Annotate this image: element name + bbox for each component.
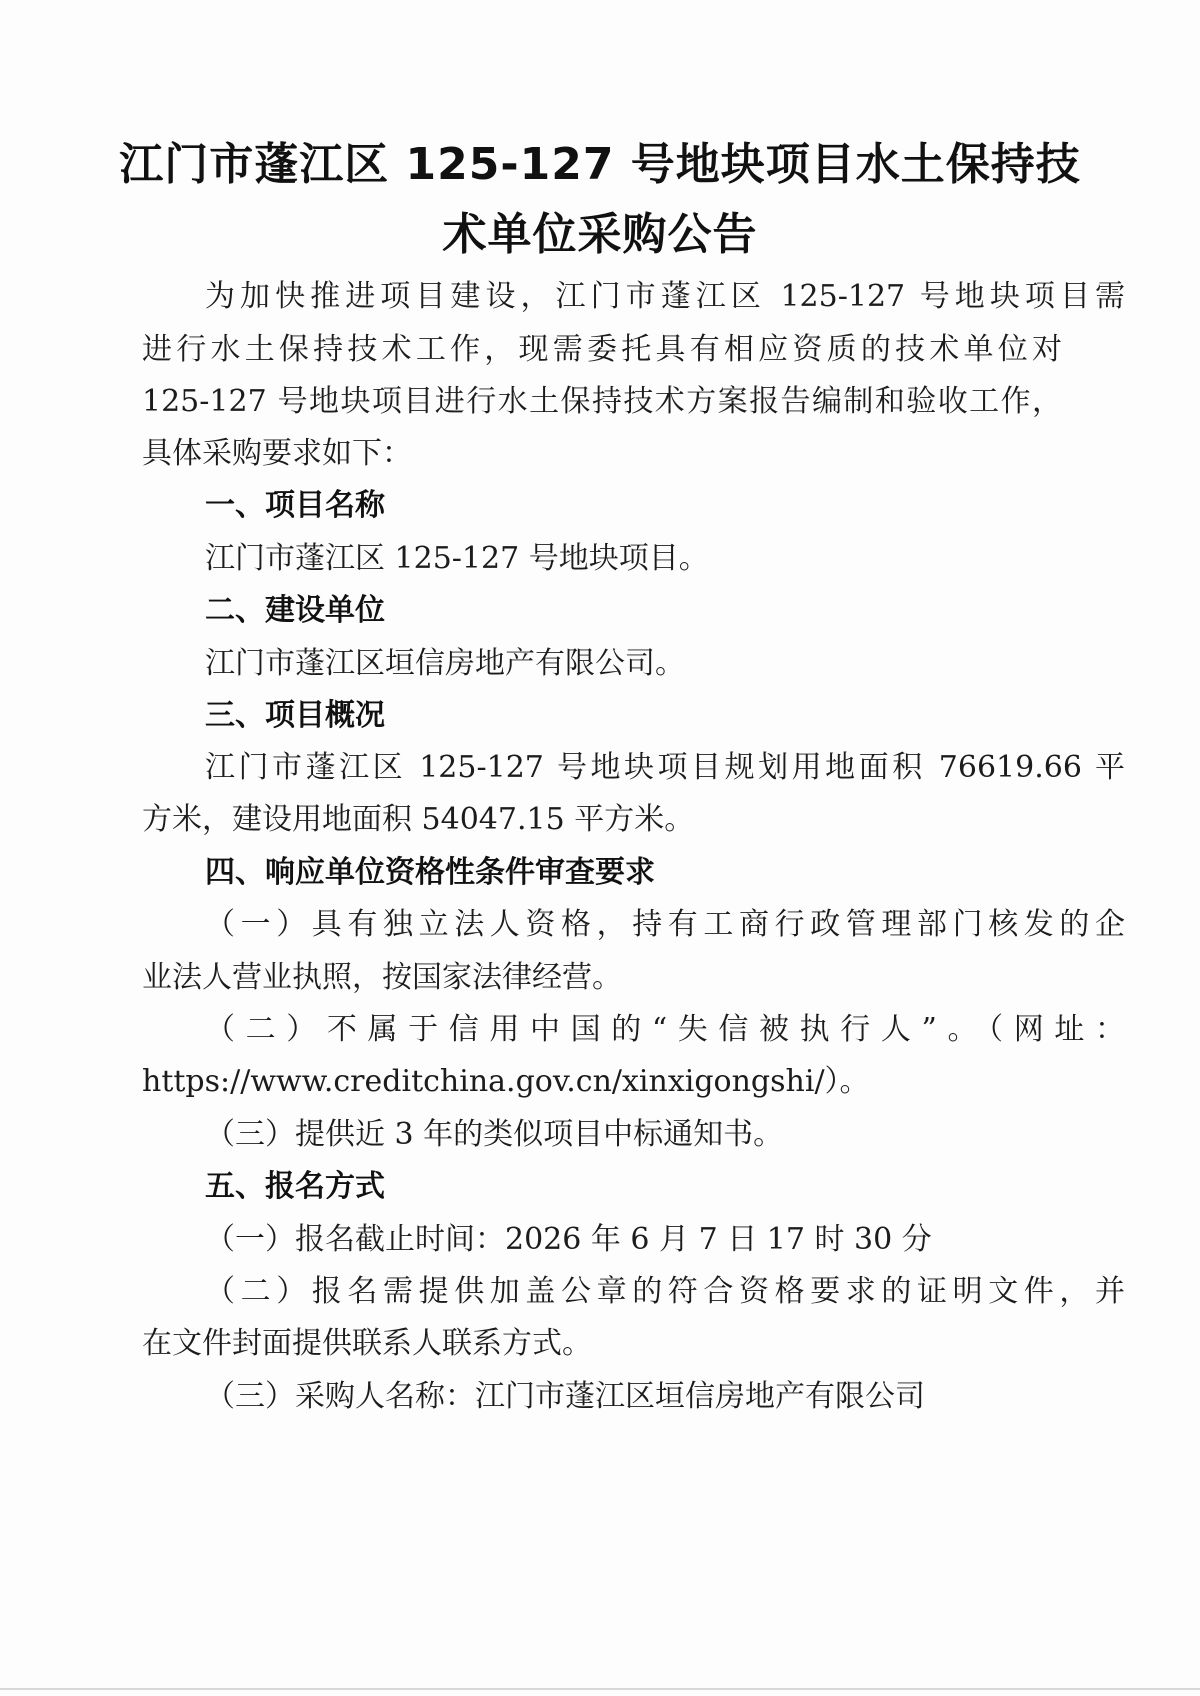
title-line-1: 江门市蓬江区 125-127 号地块项目水土保持技 <box>119 139 1081 190</box>
registration-deadline: （一）报名截止时间：2026 年 6 月 7 日 17 时 30 分 <box>205 1222 932 1257</box>
intro-line-2: 进行水土保持技术工作，现需委托具有相应资质的技术单位对 <box>142 332 1062 367</box>
requirement-1-line-2: 业法人营业执照，按国家法律经营。 <box>142 960 622 995</box>
section-text-builder: 江门市蓬江区垣信房地产有限公司。 <box>205 646 685 681</box>
title-line-2: 术单位采购公告 <box>442 209 758 260</box>
scan-bottom-edge <box>0 1688 1200 1690</box>
requirement-2-url: https://www.creditchina.gov.cn/xinxigongshi/）。 <box>142 1064 870 1099</box>
section-text-name: 江门市蓬江区 125-127 号地块项目。 <box>205 541 709 576</box>
intro-line-1: 为加快推进项目建设，江门市蓬江区 125-127 号地块项目需 <box>205 279 1125 314</box>
section-heading-registration: 五、报名方式 <box>205 1169 385 1204</box>
section-heading-name: 一、项目名称 <box>205 488 385 523</box>
registration-docs-line-2: 在文件封面提供联系人联系方式。 <box>142 1326 592 1361</box>
section-heading-requirements: 四、响应单位资格性条件审查要求 <box>205 855 655 890</box>
requirement-3: （三）提供近 3 年的类似项目中标通知书。 <box>205 1117 784 1152</box>
registration-purchaser: （三）采购人名称：江门市蓬江区垣信房地产有限公司 <box>205 1379 925 1414</box>
section-heading-builder: 二、建设单位 <box>205 593 385 628</box>
registration-docs-line-1: （二）报名需提供加盖公章的符合资格要求的证明文件，并 <box>205 1274 1125 1309</box>
requirement-1-line-1: （一）具有独立法人资格，持有工商行政管理部门核发的企 <box>205 907 1125 942</box>
intro-line-3: 125-127 号地块项目进行水土保持技术方案报告编制和验收工作， <box>142 384 1062 419</box>
intro-line-4: 具体采购要求如下： <box>142 436 412 471</box>
section-text-overview-2: 方米，建设用地面积 54047.15 平方米。 <box>142 802 695 837</box>
requirement-2-line-1: （二）不属于信用中国的“失信被执行人”。（网址： <box>205 1012 1125 1047</box>
section-heading-overview: 三、项目概况 <box>205 698 385 733</box>
section-text-overview-1: 江门市蓬江区 125-127 号地块项目规划用地面积 76619.66 平 <box>205 750 1125 785</box>
